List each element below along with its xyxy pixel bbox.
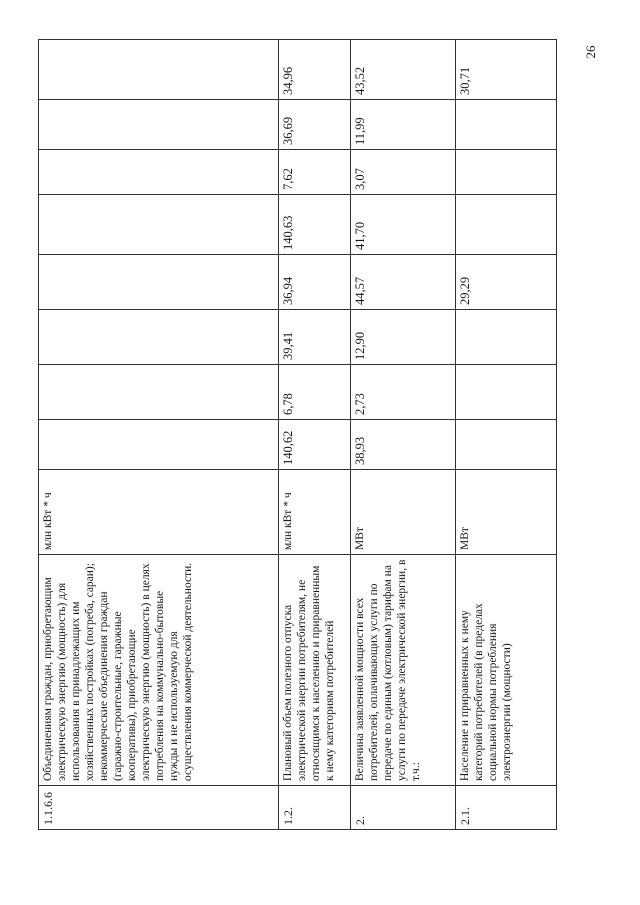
value-cell: 41,70: [351, 195, 456, 255]
value-cell: [39, 420, 279, 470]
value-cell: [39, 310, 279, 365]
description-text: Население и приравненных к нему категорий потребителей (в пределах социальной нормы потребления электроэнергии (мощности): [459, 603, 513, 781]
value-cell: 6,78: [279, 365, 351, 420]
value-cell: 38,93: [351, 420, 456, 470]
row-number-cell: 2.: [351, 786, 456, 830]
value-cell: [456, 420, 557, 470]
description-cell: [39, 555, 279, 786]
row-number-cell: 1.1.6.6: [39, 786, 279, 830]
value-cell: 34,96: [279, 40, 351, 100]
value-cell: [39, 195, 279, 255]
page-number: 26: [583, 45, 598, 59]
rotated-table-container: [38, 40, 556, 830]
value-cell: 30,71: [456, 40, 557, 100]
value-cell: [456, 310, 557, 365]
value-cell: 2,73: [351, 365, 456, 420]
value-cell: [39, 40, 279, 100]
unit-cell: млн кВт * ч: [39, 470, 279, 555]
value-cell: [456, 365, 557, 420]
value-cell: 36,94: [279, 255, 351, 310]
value-cell: 140,62: [279, 420, 351, 470]
description-text-extra: некоммерческие объединения граждан (гаражно-строительные, гаражные кооперативы), приобретающие электрическую энергию (мощность) в целях потребления на коммунально-бытовые нужды и не используемую для осуществления коммерческой деятельности.: [98, 562, 194, 781]
value-cell: 11,99: [351, 100, 456, 150]
unit-cell: МВт: [351, 470, 456, 555]
value-cell: [39, 150, 279, 195]
description-text: Плановый объем полезного отпуска электрической энергии потребителям, не относящимся к населению и приравненным к нему категориям потребителей: [282, 565, 336, 781]
value-cell: [39, 365, 279, 420]
description-text: Величина заявленной мощности всех потребителей, оплачивающих услуги по передаче по единым (котловым) тарифам на услуги по передаче электрической энергии, в т.ч.:: [354, 559, 422, 781]
value-cell: [456, 150, 557, 195]
table-row: [456, 40, 557, 830]
row-number-cell: 1.2.: [279, 786, 351, 830]
description-cell: [351, 555, 456, 786]
value-cell: 29,29: [456, 255, 557, 310]
tariff-table: [38, 39, 557, 830]
description-text: Объединениям граждан, приобретающим электрическую энергию (мощность) для использования в принадлежащих им хозяйственных постройках (погреба, сараи);: [42, 563, 96, 781]
unit-cell: МВт: [456, 470, 557, 555]
value-cell: 39,41: [279, 310, 351, 365]
value-cell: [456, 195, 557, 255]
table-row: [279, 40, 351, 830]
value-cell: [39, 100, 279, 150]
table-row: [39, 40, 279, 830]
value-cell: 44,57: [351, 255, 456, 310]
value-cell: [456, 100, 557, 150]
value-cell: 3,07: [351, 150, 456, 195]
table-row: [351, 40, 456, 830]
value-cell: 7,62: [279, 150, 351, 195]
description-cell: [456, 555, 557, 786]
description-cell: [279, 555, 351, 786]
value-cell: 43,52: [351, 40, 456, 100]
value-cell: 140,63: [279, 195, 351, 255]
value-cell: 36,69: [279, 100, 351, 150]
unit-cell: млн кВт * ч: [279, 470, 351, 555]
value-cell: [39, 255, 279, 310]
value-cell: 12,90: [351, 310, 456, 365]
row-number-cell: 2.1.: [456, 786, 557, 830]
